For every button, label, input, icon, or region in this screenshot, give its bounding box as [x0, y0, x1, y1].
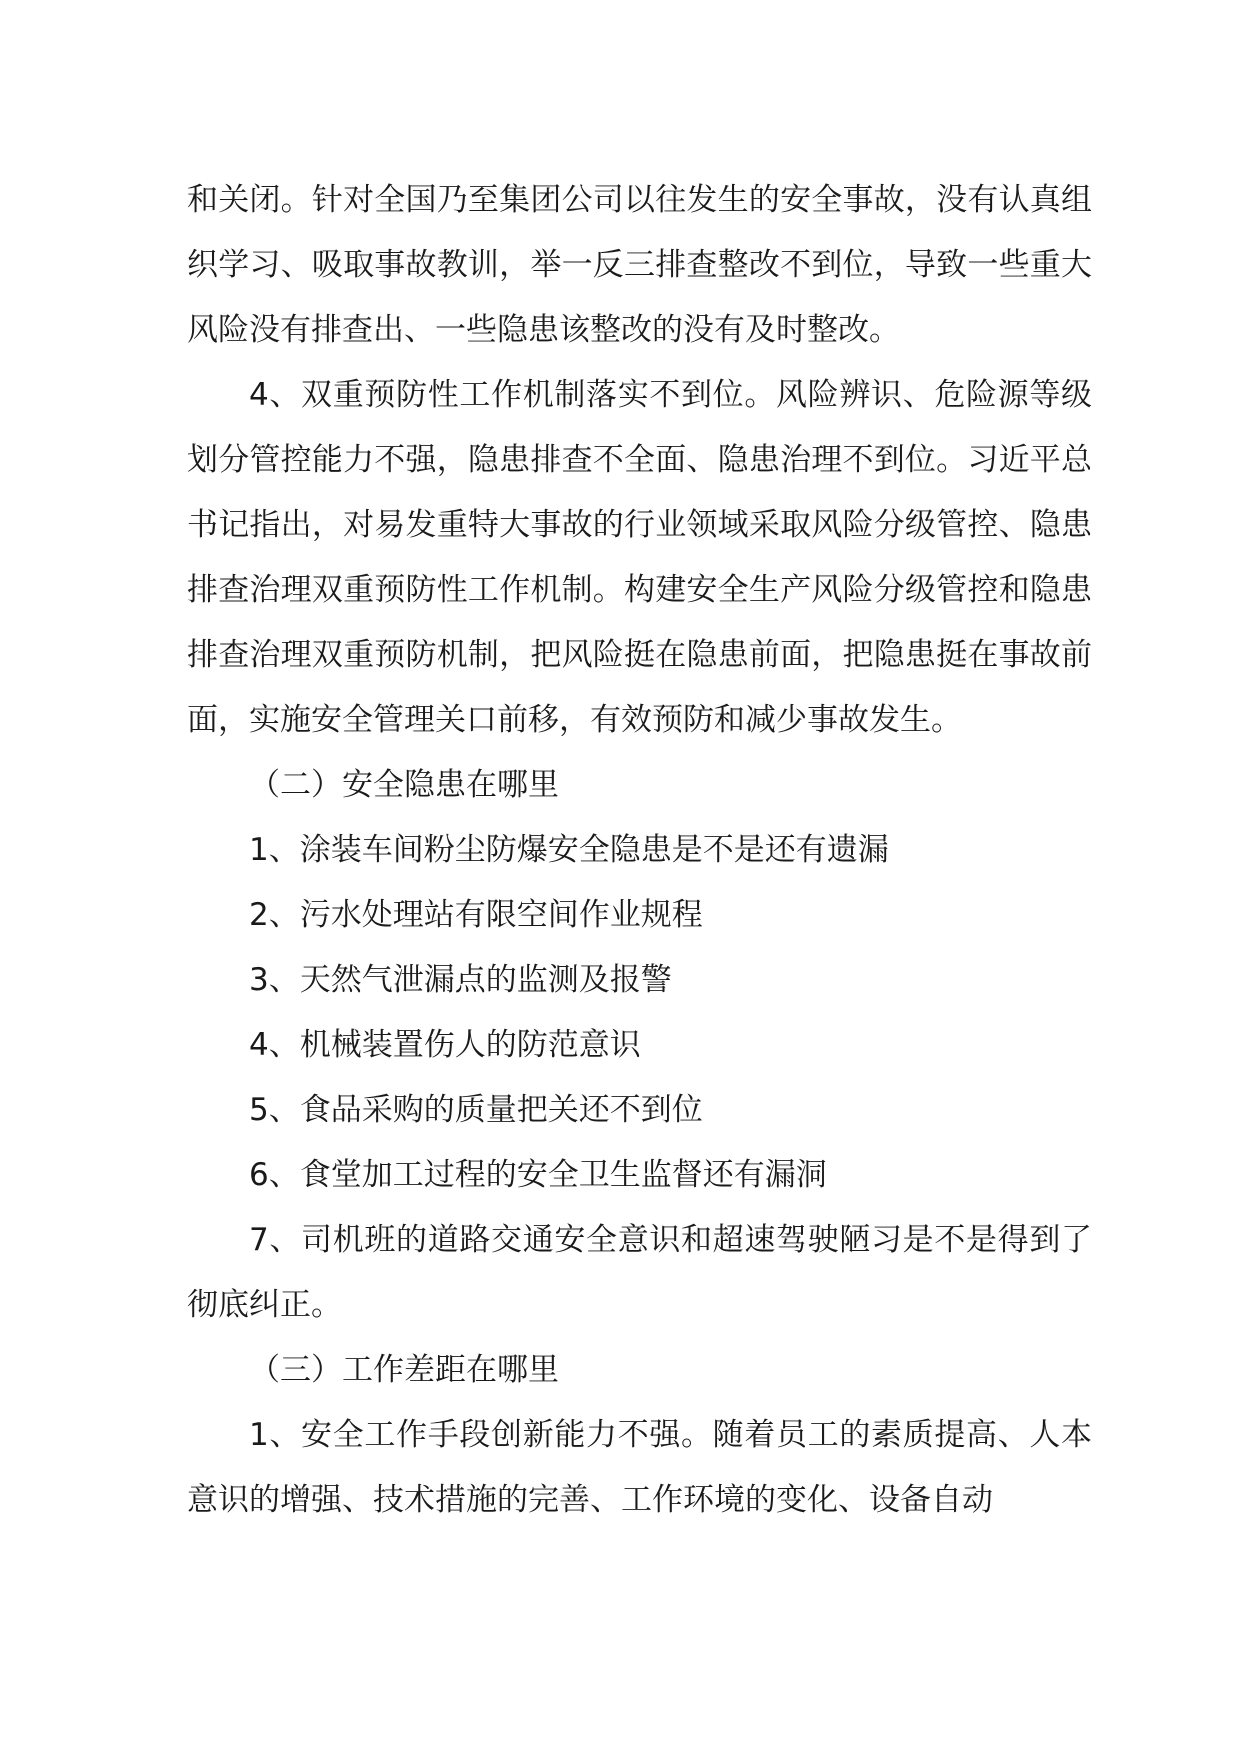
list-item-hazard-7: 7、司机班的道路交通安全意识和超速驾驶陋习是不是得到了彻底纠正。 [187, 1222, 1092, 1323]
list-item-hazard-3: 3、天然气泄漏点的监测及报警 [249, 962, 672, 998]
document-body [187, 168, 1092, 1533]
paragraph-continuation: 和关闭。针对全国乃至集团公司以往发生的安全事故，没有认真组织学习、吸取事故教训，举一反三排查整改不到位，导致一些重大风险没有排查出、一些隐患该整改的没有及时整改。 [187, 182, 1092, 348]
paragraph-item-4-dual-prevention: 4、双重预防性工作机制落实不到位。风险辨识、危险源等级划分管控能力不强，隐患排查不全面、隐患治理不到位。习近平总书记指出，对易发重特大事故的行业领域采取风险分级管控、隐患排查治理双重预防性工作机制。构建安全生产风险分级管控和隐患排查治理双重预防机制，把风险挺在隐患前面，把隐患挺在事故前面，实施安全管理关口前移，有效预防和减少事故发生。 [187, 377, 1092, 738]
list-item-hazard-6: 6、食堂加工过程的安全卫生监督还有漏洞 [249, 1157, 827, 1193]
list-item-hazard-4: 4、机械装置伤人的防范意识 [249, 1027, 641, 1063]
section-heading-3: （三）工作差距在哪里 [249, 1352, 559, 1388]
list-item-hazard-1: 1、涂装车间粉尘防爆安全隐患是不是还有遗漏 [249, 832, 889, 868]
list-item-hazard-2: 2、污水处理站有限空间作业规程 [249, 897, 703, 933]
list-item-hazard-5: 5、食品采购的质量把关还不到位 [249, 1092, 703, 1128]
section-heading-2: （二）安全隐患在哪里 [249, 767, 559, 803]
paragraph-gap-item-1: 1、安全工作手段创新能力不强。随着员工的素质提高、人本意识的增强、技术措施的完善、工作环境的变化、设备自动 [187, 1417, 1092, 1518]
